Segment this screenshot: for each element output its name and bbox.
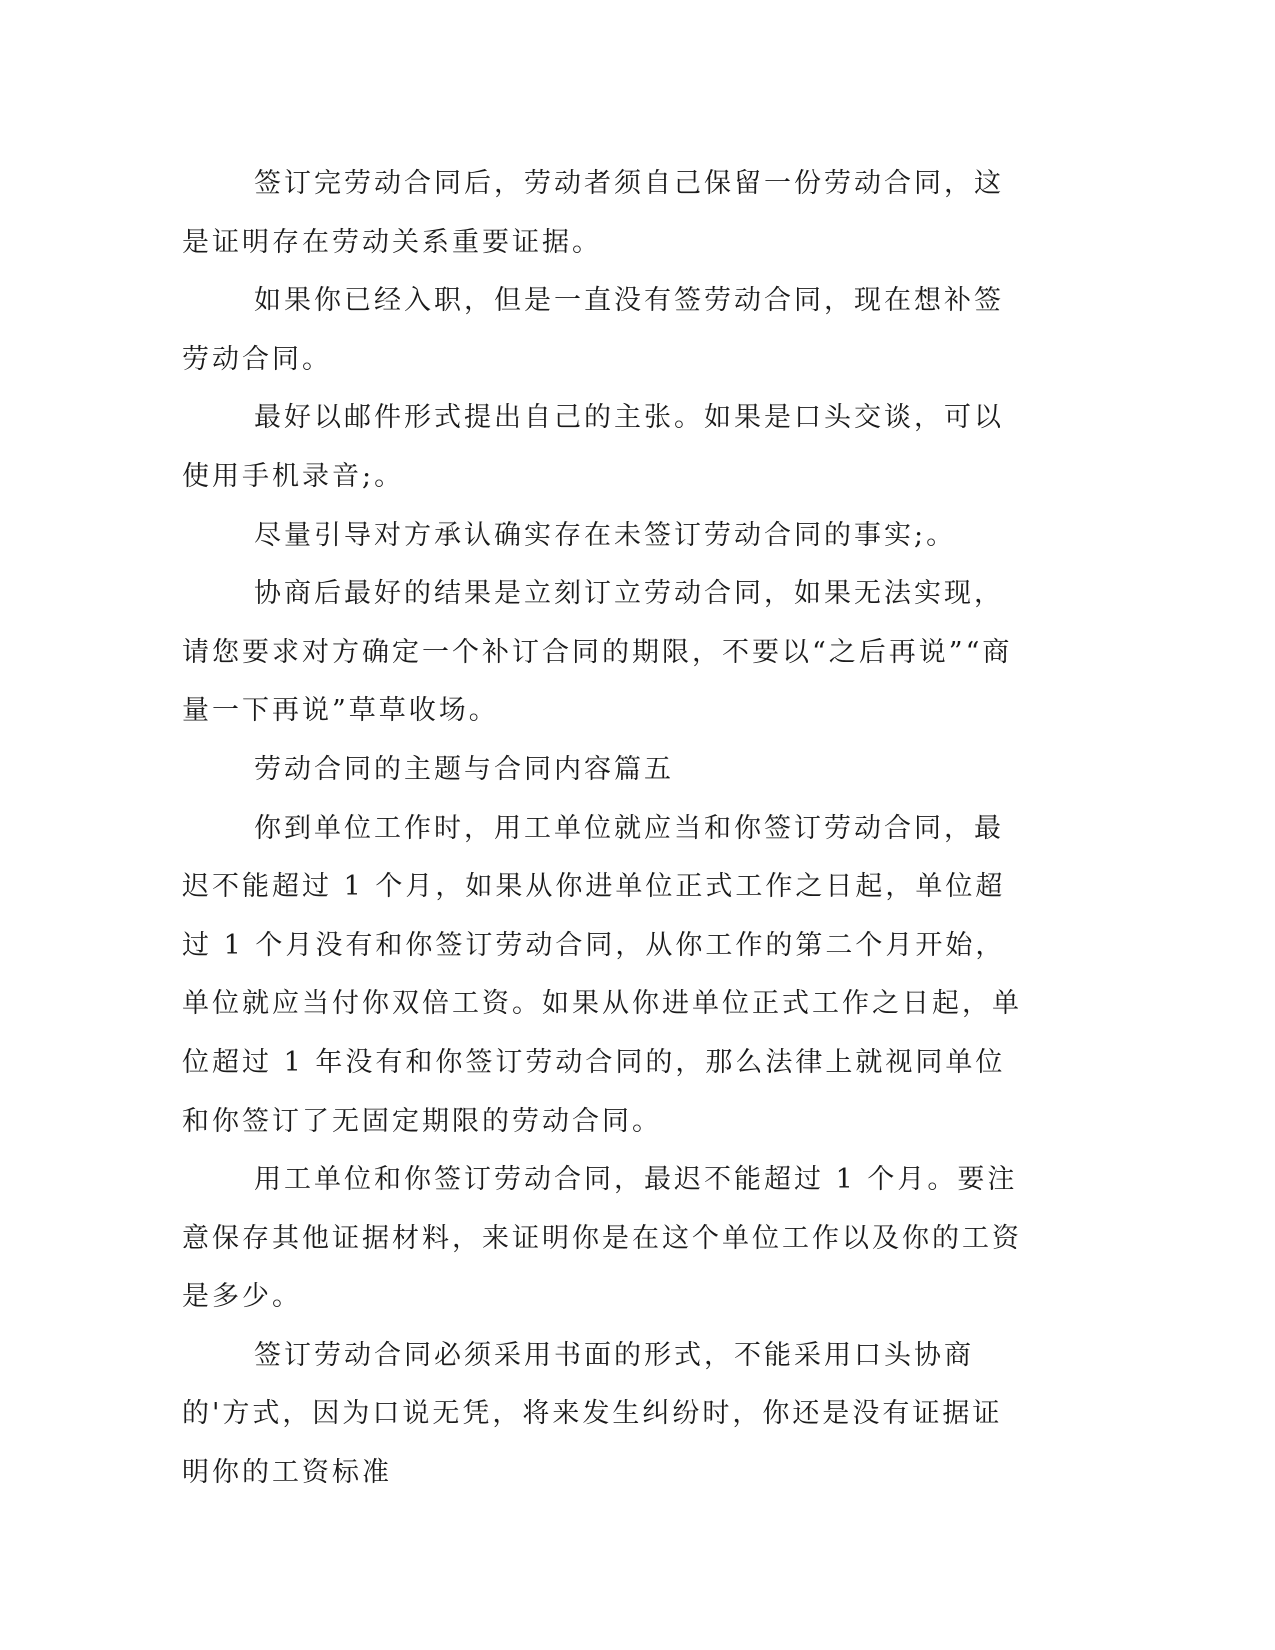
paragraph: 协商后最好的结果是立刻订立劳动合同，如果无法实现，请您要求对方确定一个补订合同的期限，不要以“之后再说”“商量一下再说”草草收场。 bbox=[182, 578, 1013, 727]
paragraph: 签订完劳动合同后，劳动者须自己保留一份劳动合同，这是证明存在劳动关系重要证据。 bbox=[182, 168, 1004, 258]
paragraph: 尽量引导对方承认确实存在未签订劳动合同的事实;。 bbox=[254, 519, 957, 551]
section-heading: 劳动合同的主题与合同内容篇五 bbox=[254, 753, 674, 785]
document-body bbox=[182, 155, 1032, 1503]
paragraph: 如果你已经入职，但是一直没有签劳动合同，现在想补签劳动合同。 bbox=[182, 285, 1004, 375]
paragraph: 你到单位工作时，用工单位就应当和你签订劳动合同，最迟不能超过 1 个月，如果从你进单位正式工作之日起，单位超过 1 个月没有和你签订劳动合同，从你工作的第二个月开始，单位就应当付你双倍工资。如果从你进单位正式工作之日起，单位超过 1 年没有和你签订劳动合同的，那么法律上就视同单位和你签订了无固定期限的劳动合同。 bbox=[182, 812, 1022, 1137]
paragraph: 最好以邮件形式提出自己的主张。如果是口头交谈，可以使用手机录音;。 bbox=[182, 402, 1004, 492]
paragraph: 签订劳动合同必须采用书面的形式，不能采用口头协商的'方式，因为口说无凭，将来发生纠纷时，你还是没有证据证明你的工资标准 bbox=[182, 1339, 1003, 1489]
paragraph: 用工单位和你签订劳动合同，最迟不能超过 1 个月。要注意保存其他证据材料，来证明你是在这个单位工作以及你的工资是多少。 bbox=[182, 1164, 1022, 1313]
